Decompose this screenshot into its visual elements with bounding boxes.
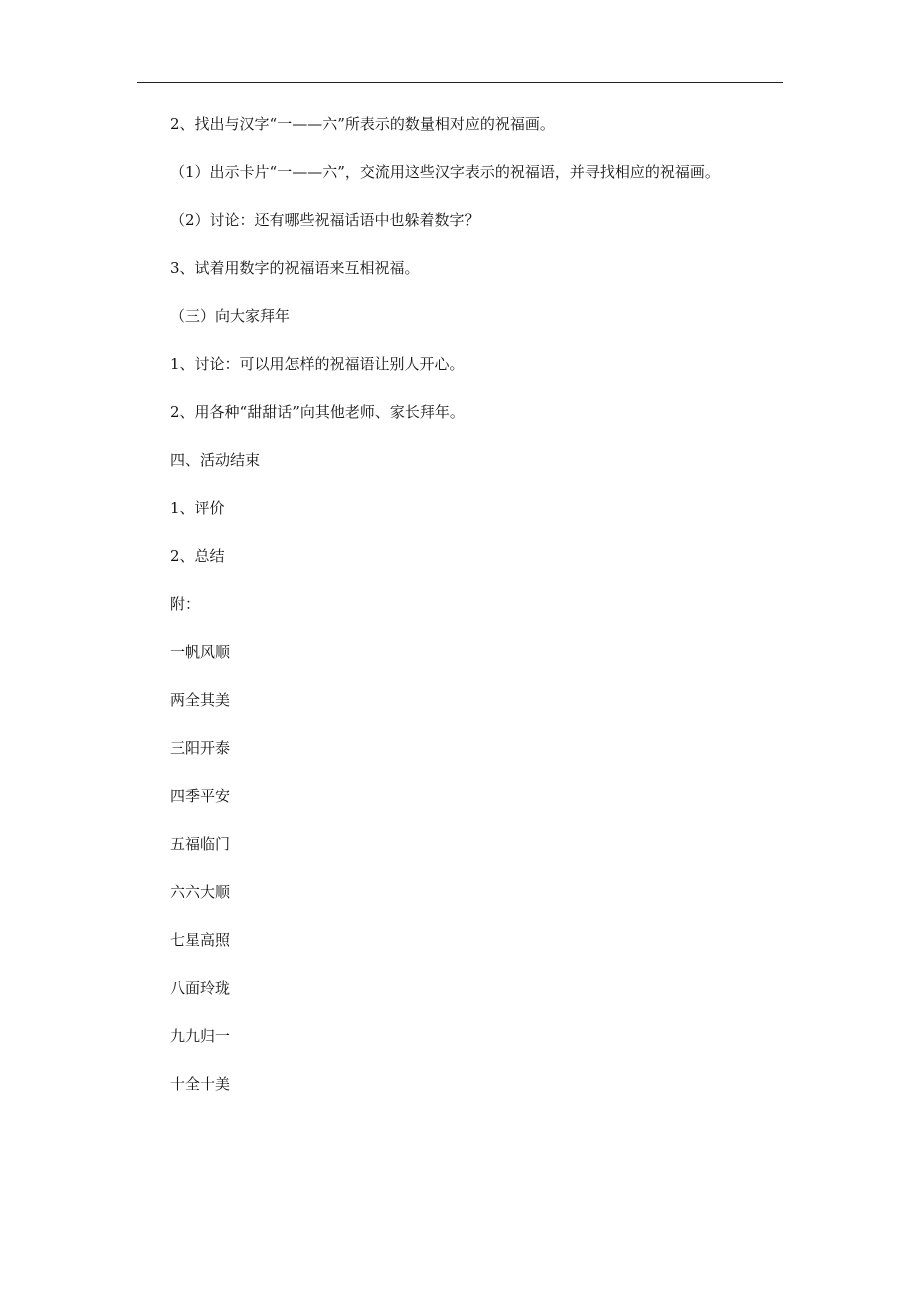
appendix-idiom: 十全十美 xyxy=(170,1075,231,1093)
step-3-bless-each-other: 3、试着用数字的祝福语来互相祝福。 xyxy=(170,259,420,277)
section-4-item-2: 2、总结 xyxy=(170,547,225,565)
substep-1-show-cards: （1）出示卡片“一——六”，交流用这些汉字表示的祝福语，并寻找相应的祝福画。 xyxy=(170,163,720,181)
appendix-idiom: 九九归一 xyxy=(170,1027,231,1045)
appendix-idiom: 六六大顺 xyxy=(170,883,231,901)
step-2-find-paintings: 2、找出与汉字“一——六”所表示的数量相对应的祝福画。 xyxy=(170,115,555,133)
appendix-idiom: 五福临门 xyxy=(170,835,231,853)
appendix-idiom: 八面玲珑 xyxy=(170,979,231,997)
appendix-idiom: 一帆风顺 xyxy=(170,643,231,661)
section-4-heading: 四、活动结束 xyxy=(170,451,261,469)
appendix-idiom: 七星高照 xyxy=(170,931,231,949)
appendix-heading: 附： xyxy=(170,595,201,613)
section-3-item-2: 2、用各种“甜甜话”向其他老师、家长拜年。 xyxy=(170,403,465,421)
header-rule xyxy=(137,82,783,83)
appendix-idiom: 四季平安 xyxy=(170,787,231,805)
document-body xyxy=(170,112,790,1120)
section-4-item-1: 1、评价 xyxy=(170,499,225,517)
appendix-idiom: 三阳开泰 xyxy=(170,739,231,757)
section-3-heading: （三）向大家拜年 xyxy=(170,307,291,325)
appendix-idiom: 两全其美 xyxy=(170,691,231,709)
substep-2-discuss: （2）讨论：还有哪些祝福话语中也躲着数字？ xyxy=(170,211,480,229)
section-3-item-1: 1、讨论：可以用怎样的祝福语让别人开心。 xyxy=(170,355,465,373)
